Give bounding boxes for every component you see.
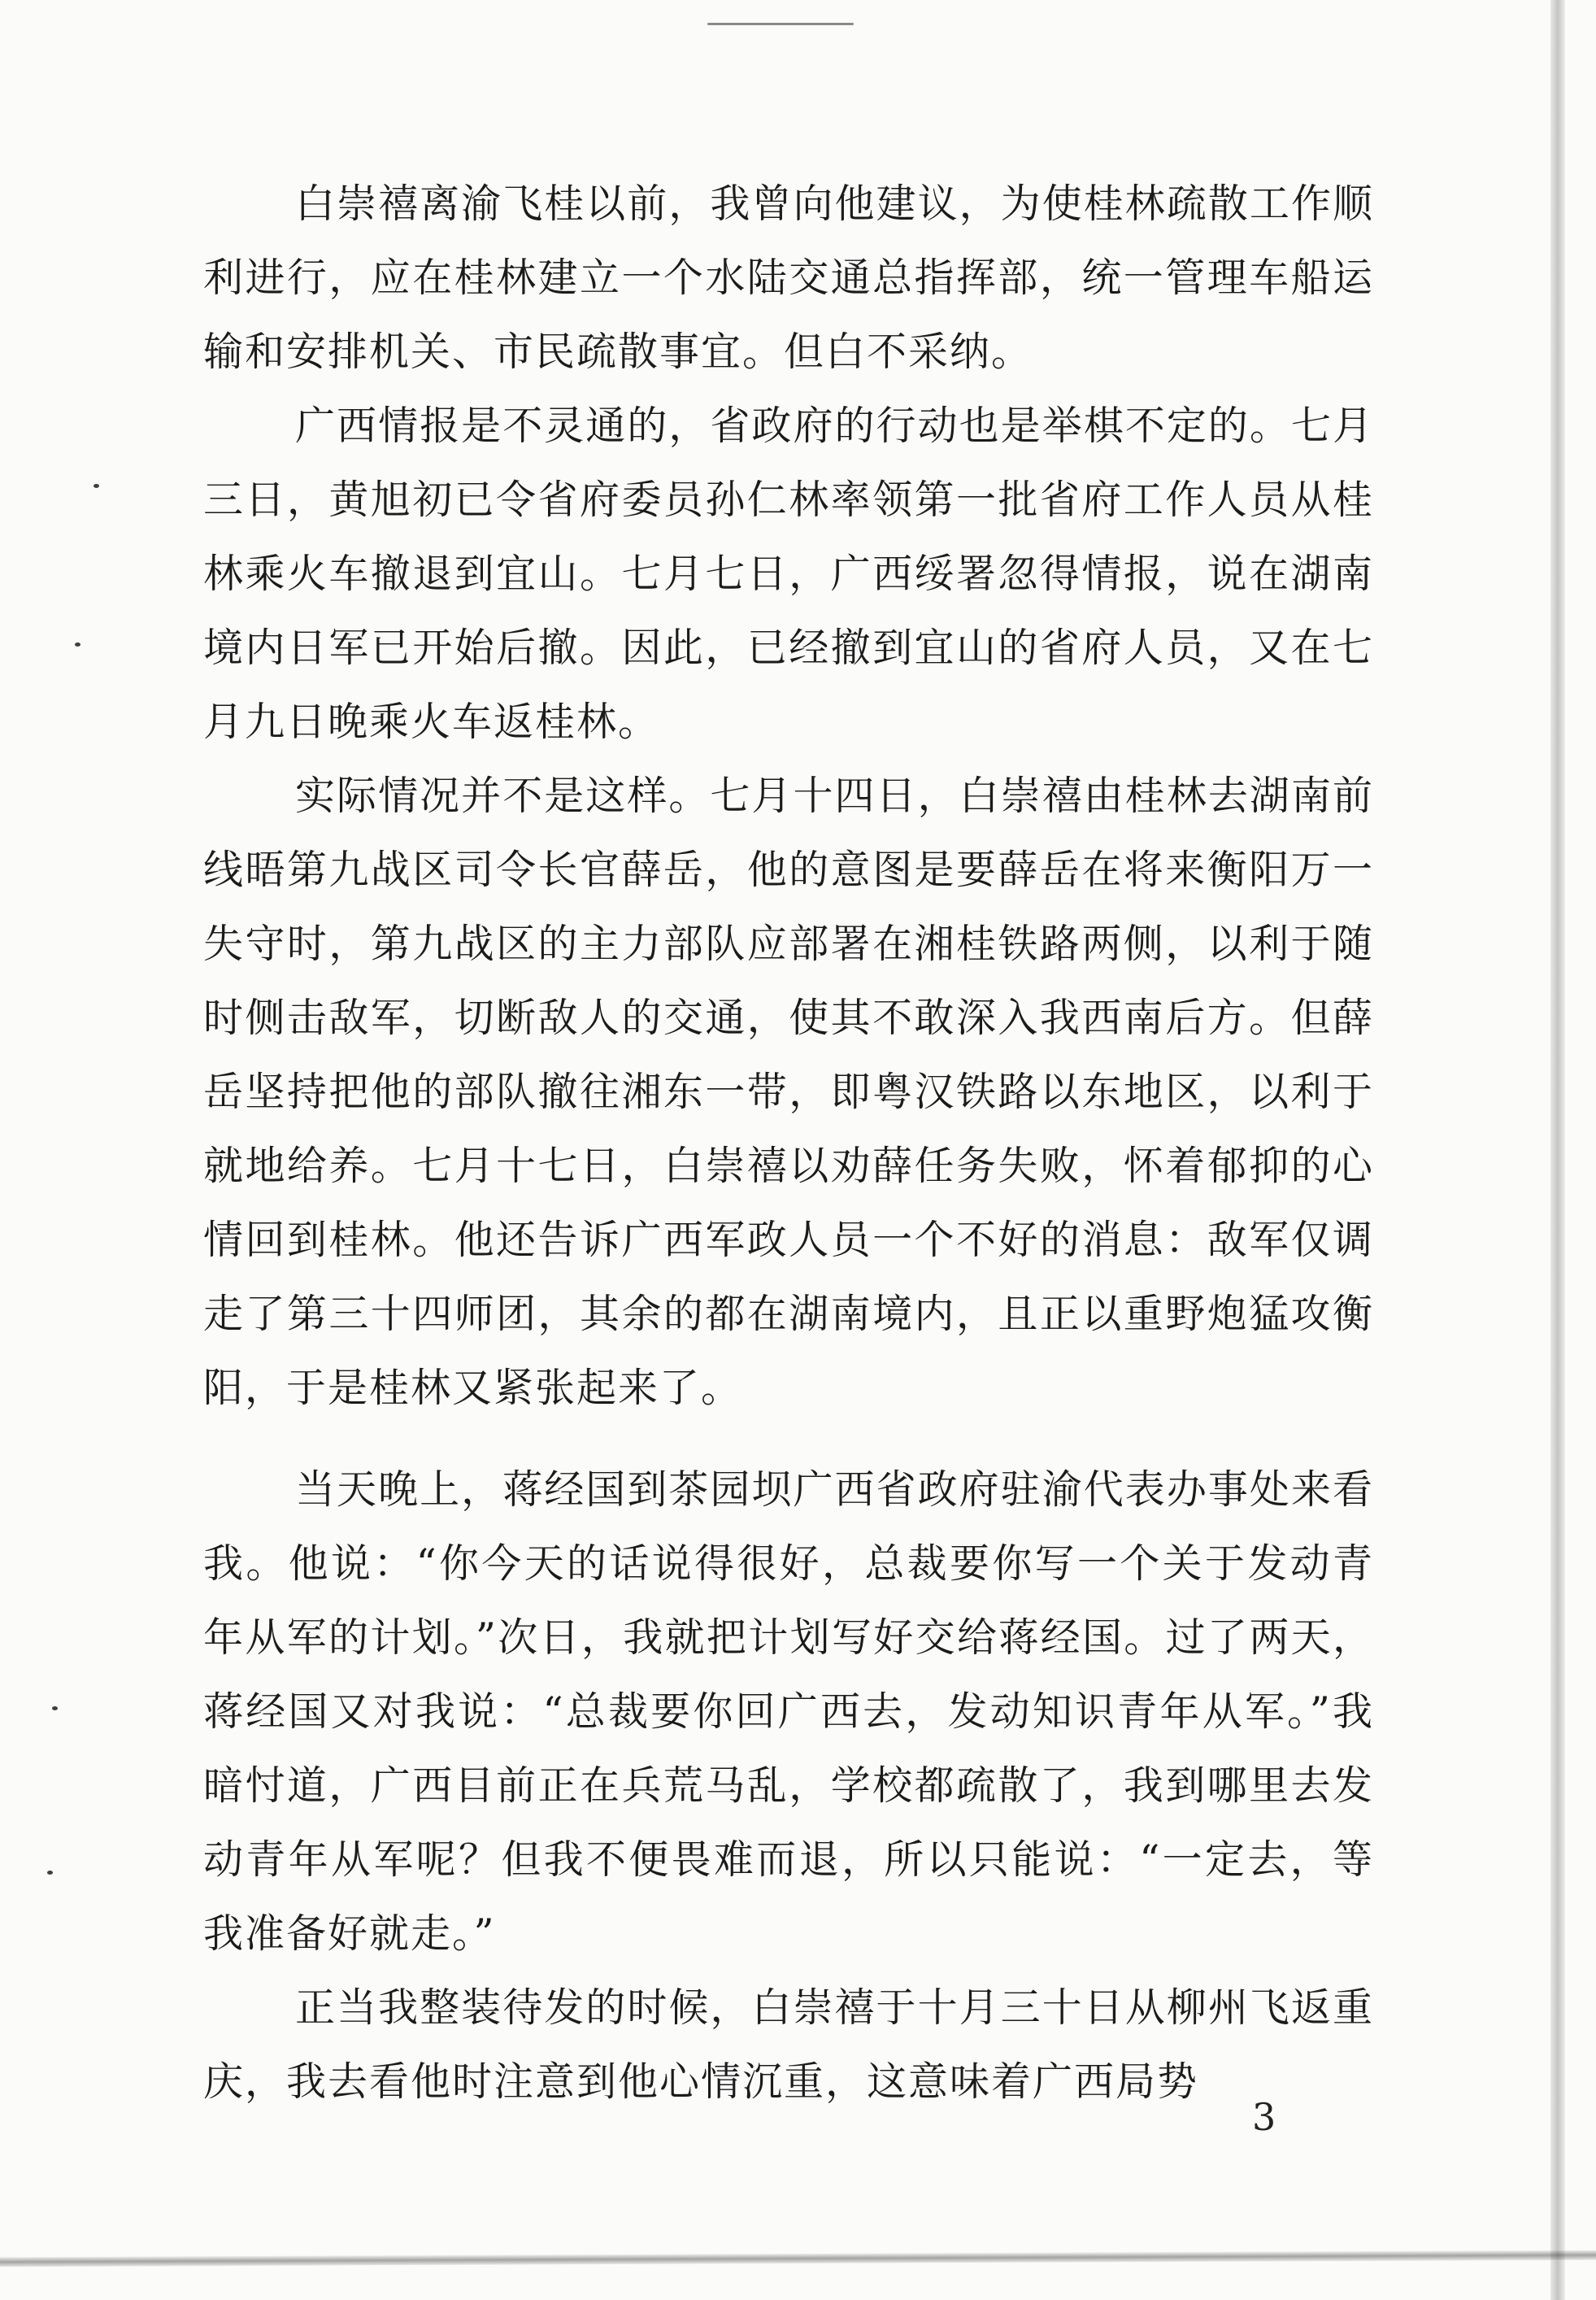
paragraph-2: 广西情报是不灵通的，省政府的行动也是举棋不定的。七月三日，黄旭初已令省府委员孙仁林率领第一批省府工作人员从桂林乘火车撤退到宜山。七月七日，广西绥署忽得情报，说在湖南境内日军已开始后撤。因此，已经撤到宜山的省府人员，又在七月九日晚乘火车返桂林。 (203, 403, 1374, 745)
scan-dot (75, 643, 80, 647)
scan-dot (52, 1706, 58, 1710)
page-right-edge (1550, 0, 1565, 2300)
scan-dot (93, 484, 99, 488)
main-text (203, 167, 1374, 2119)
paragraph-1: 白崇禧离渝飞桂以前，我曾向他建议，为使桂林疏散工作顺利进行，应在桂林建立一个水陆交通总指挥部，统一管理车船运输和安排机关、市民疏散事宜。但白不采纳。 (203, 181, 1374, 375)
scan-mark (707, 23, 854, 25)
page-number: 3 (1252, 2095, 1276, 2139)
page-bottom-edge (0, 2250, 1596, 2267)
scan-dot (47, 1871, 53, 1875)
paragraph-4: 当天晚上，蒋经国到茶园坝广西省政府驻渝代表办事处来看我。他说：“你今天的话说得很好，总裁要你写一个关于发动青年从军的计划。”次日，我就把计划写好交给蒋经国。过了两天，蒋经国又对我说：“总裁要你回广西去，发动知识青年从军。”我暗忖道，广西目前正在兵荒马乱，学校都疏散了，我到哪里去发动青年从军呢？但我不便畏难而退，所以只能说：“一定去，等我准备好就走。” (203, 1466, 1374, 1957)
paragraph-5: 正当我整装待发的时候，白崇禧于十月三十日从柳州飞返重庆，我去看他时注意到他心情沉重，这意味着广西局势 (203, 1984, 1374, 2105)
paragraph-3: 实际情况并不是这样。七月十四日，白崇禧由桂林去湖南前线晤第九战区司令长官薛岳，他的意图是要薛岳在将来衡阳万一失守时，第九战区的主力部队应部署在湘桂铁路两侧，以利于随时侧击敌军，切断敌人的交通，使其不敢深入我西南后方。但薛岳坚持把他的部队撤往湘东一带，即粤汉铁路以东地区，以利于就地给养。七月十七日，白崇禧以劝薛任务失败，怀着郁抑的心情回到桂林。他还告诉广西军政人员一个不好的消息：敌军仅调走了第三十四师团，其余的都在湖南境内，且正以重野炮猛攻衡阳，于是桂林又紧张起来了。 (203, 773, 1374, 1411)
